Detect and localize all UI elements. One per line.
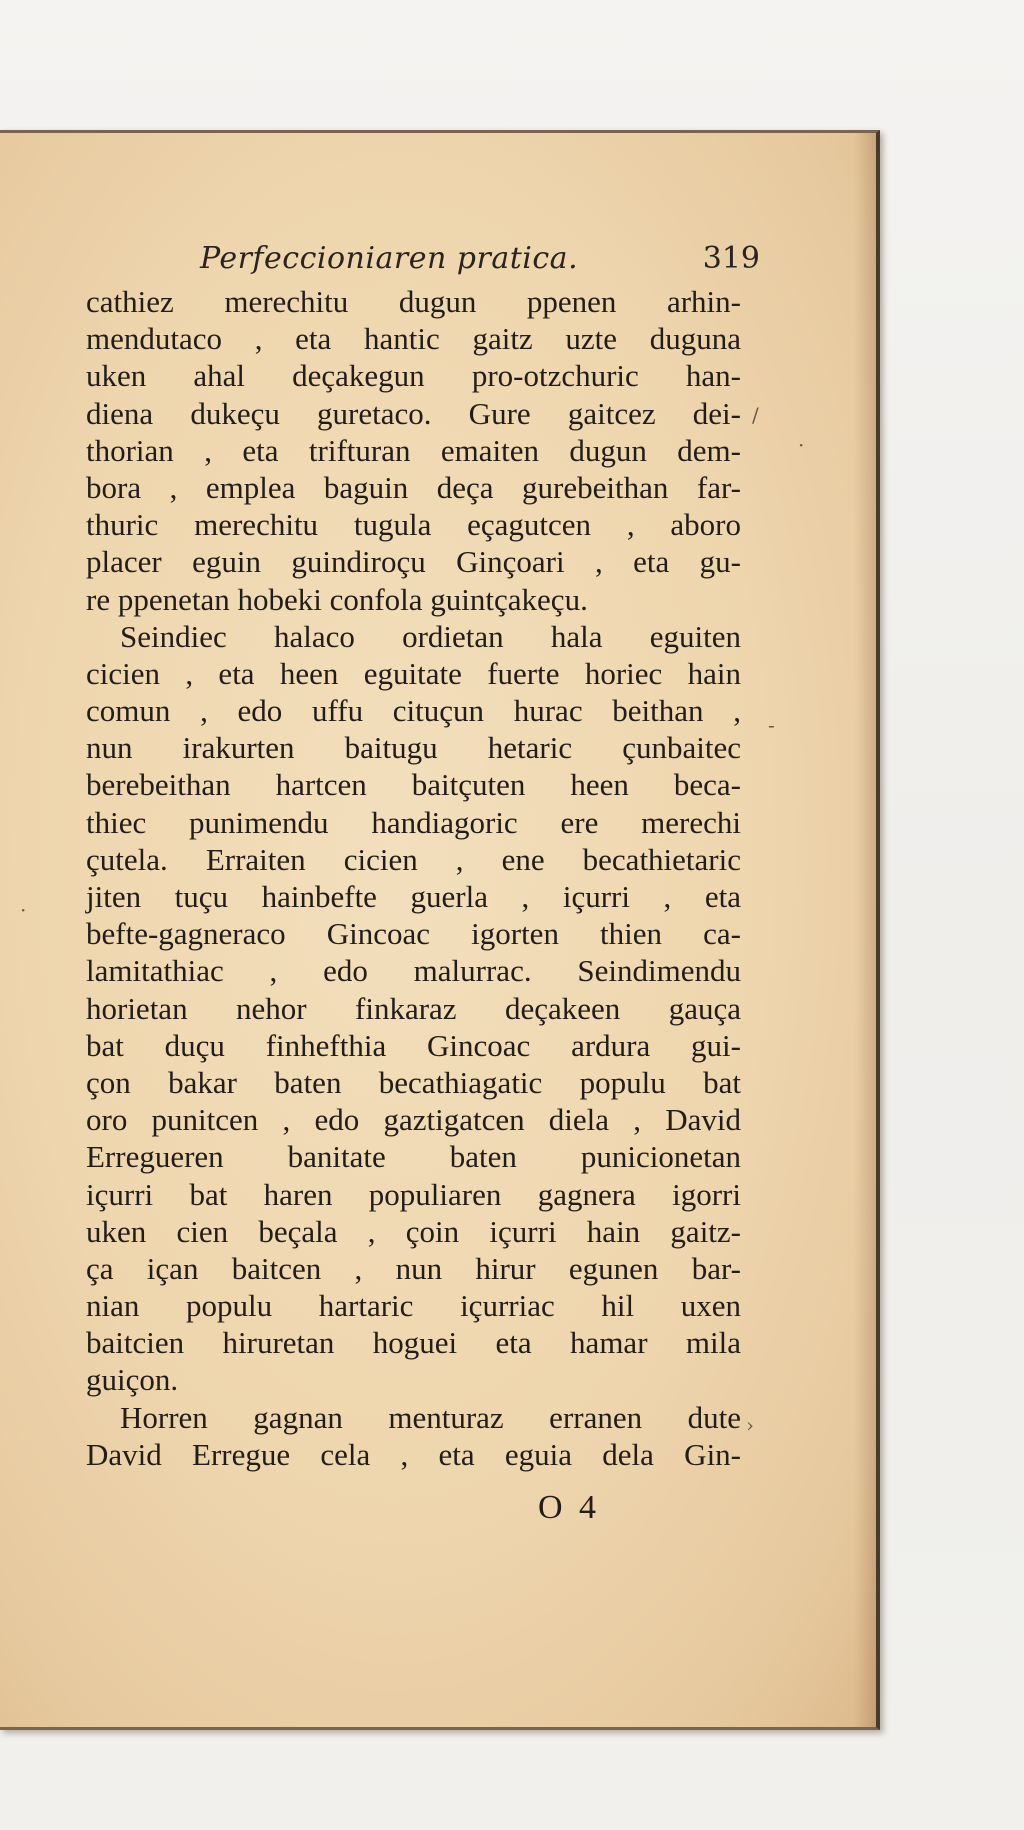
text-line: lamitathiac , edo malurrac. Seindimendu — [86, 953, 741, 989]
text-line: baitcien hiruretan hoguei eta hamar mila — [86, 1325, 741, 1361]
text-line: thiec punimendu handiagoric ere merechi — [86, 804, 741, 840]
text-line: ça içan baitcen , nun hirur egunen bar- — [86, 1250, 741, 1286]
text-line: re ppenetan hobeki confola guintçakeçu. — [86, 581, 588, 617]
text-line: bora , emplea baguin deça gurebeithan far- — [86, 469, 741, 505]
page-header — [200, 241, 760, 285]
margin-dot: · — [20, 898, 27, 922]
text-line: comun , edo uffu cituçun hurac beithan , — [86, 693, 741, 729]
text-line: befte-gagneraco Gincoac igorten thien ca- — [86, 916, 741, 952]
text-line: cicien , eta heen eguitate fuerte horiec hain — [86, 655, 741, 691]
text-line: Erregueren banitate baten punicionetan — [86, 1139, 741, 1175]
text-line: horietan nehor finkaraz deçakeen gauça — [86, 990, 741, 1026]
book-page — [0, 130, 880, 1730]
text-line: uken ahal deçakegun pro-otzchuric han- — [86, 358, 741, 394]
text-line: çutela. Erraiten cicien , ene becathietaric — [86, 841, 741, 877]
catchword: O 4 — [538, 1489, 601, 1526]
text-line: Horren gagnan menturaz erranen dute — [120, 1399, 741, 1435]
margin-dot: · — [798, 433, 805, 457]
text-line: David Erregue cela , eta eguia dela Gin- — [86, 1436, 741, 1472]
text-line: jiten tuçu hainbefte guerla , içurri , eta — [86, 879, 741, 914]
margin-dash: - — [768, 713, 775, 737]
text-line: guiçon. — [86, 1362, 179, 1398]
text-line: oro punitcen , edo gaztigatcen diela , David — [86, 1102, 741, 1138]
text-line: berebeithan hartcen baitçuten heen beca- — [86, 767, 741, 803]
page-number: 319 — [702, 241, 760, 276]
text-line: placer eguin guindiroçu Ginçoari , eta gu- — [86, 544, 741, 580]
text-line: çon bakar baten becathiagatic populu bat — [86, 1064, 741, 1100]
text-line: nun irakurten baitugu hetaric çunbaitec — [86, 730, 741, 766]
text-line: diena dukeçu guretaco. Gure gaitcez dei- — [86, 395, 741, 431]
text-line: uken cien beçala , çoin içurri hain gaitz- — [86, 1213, 741, 1249]
text-line: içurri bat haren populiaren gagnera igorri — [86, 1176, 741, 1212]
text-line: Seindiec halaco ordietan hala eguiten — [120, 618, 741, 654]
text-line: mendutaco , eta hantic gaitz uzte duguna — [86, 321, 741, 357]
text-line: thorian , eta trifturan emaiten dugun dem- — [86, 432, 741, 468]
text-line: cathiez merechitu dugun ppenen arhin- — [86, 284, 741, 319]
text-line: nian populu hartaric içurriac hil uxen — [86, 1288, 741, 1324]
text-line: bat duçu finhefthia Gincoac ardura gui- — [86, 1027, 741, 1063]
text-line: thuric merechitu tugula eçagutcen , aboro — [86, 507, 741, 543]
running-title: Perfeccioniaren pratica. — [200, 241, 579, 276]
margin-mark: / — [752, 403, 759, 427]
margin-mark: › — [746, 1413, 754, 1437]
body-text — [86, 283, 741, 1473]
